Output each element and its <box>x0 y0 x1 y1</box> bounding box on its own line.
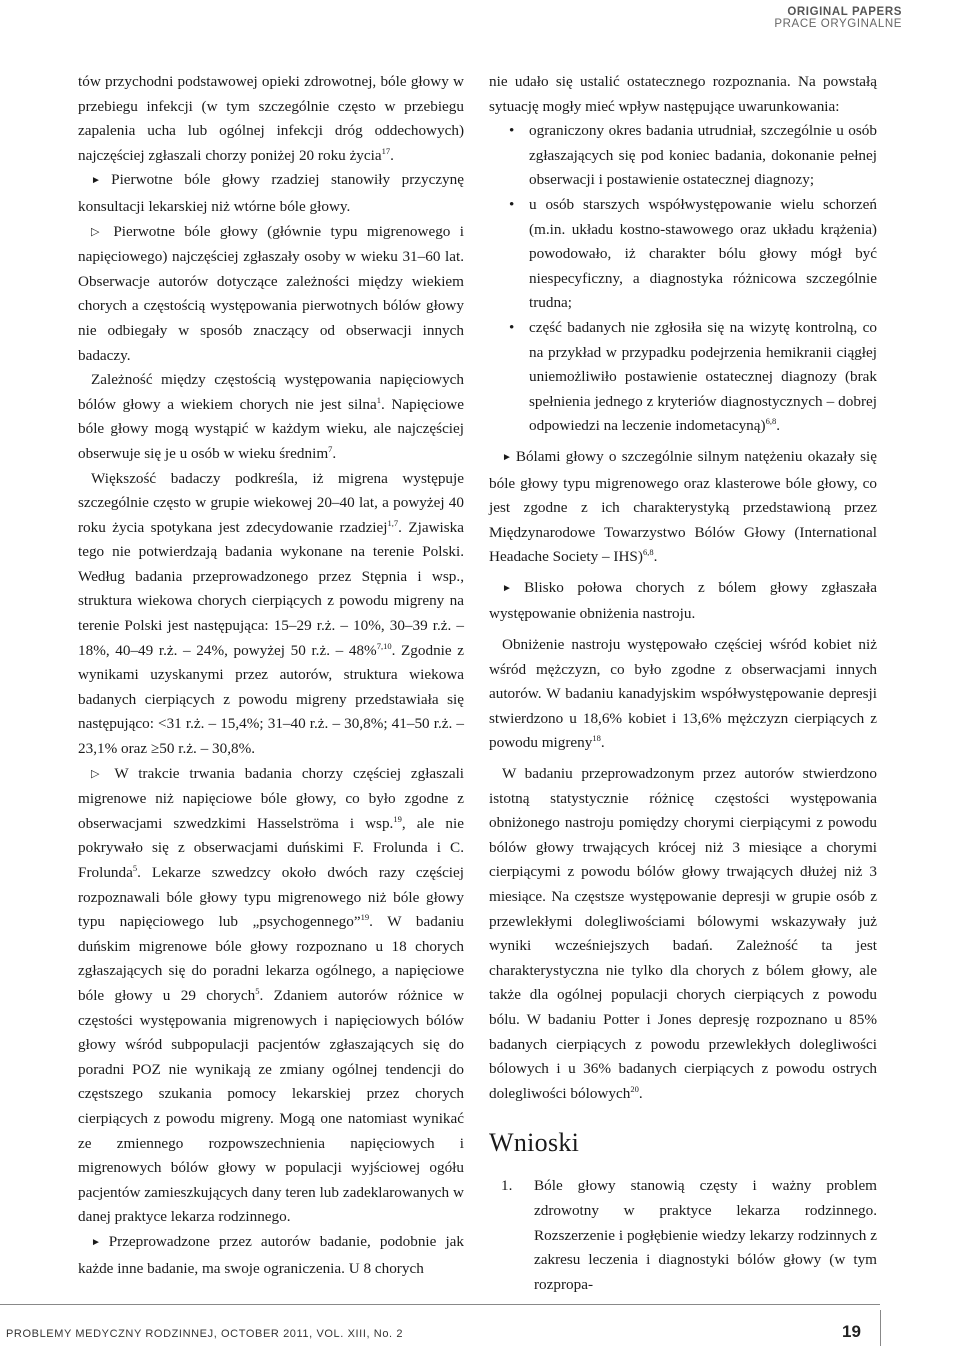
footer-journal-info <box>6 1328 403 1340</box>
limitations-list <box>489 119 877 439</box>
right-paragraph-1: nie udało się ustalić ostatecznego rozpoznania. Na powstałą sytuację mogły mieć wpływ następujące uwarunkowania: <box>489 73 877 115</box>
left-paragraph-3: ▷ Pierwotne bóle głowy (głównie typu migrenowego i napięciowego) najczęściej zgłaszały osoby w wieku 31–60 lat. Obserwacje autorów dotyczące zależności między wiekiem chorych a częstością występowania pierwotnych bólów głowy nie odbiegały w sposób znaczący od obserwacji innych badaczy. <box>78 220 464 369</box>
right-paragraph-5: W badaniu przeprowadzonym przez autorów stwierdzono istotną statystycznie różnicę częstości występowania obniżonego nastroju pomiędzy chorymi cierpiącymi z powodu bólów głowy trwających krócej niż 3 miesiące a chorymi cierpiącymi z powodu bólów głowy trwających dłużej niż 3 miesiące. Na częstsze występowanie depresji w grupie osób z przewlekłymi dolegliwościami bólowymi wskazywały już wyniki wcześniejszych badań. Zależność ta jest charakterystyczna nie tylko dla chorych z bólem głowy, ale także dla ogólnej populacji chorych cierpiących z powodu bólu. W badaniu Potter i Jones depresję rozpoznano u 85% badanych cierpiących z powodu przewlekłych dolegliwości bólowych i u 36% badanych cierpiących z powodu ostrych dolegliwości bólowych$^{20}$. <box>489 765 877 1102</box>
right-paragraph-2: ► Bólami głowy o szczególnie silnym natężeniu okazały się bóle głowy typu migrenowego oraz klasterowe bóle głowy, co jest zgodne z ich charakterystyką przedstawioną przez Międzynarodowe Towarzystwo Bólów Głowy (International Headache Society – IHS)$^{6,8}$. <box>489 445 877 570</box>
list-item: • ograniczony okres badania utrudniał, szczególnie u osób zgłaszających się pod koniec badania, dokonanie pełnej obserwacji i postawienie ostatecznej diagnozy; <box>489 119 877 193</box>
right-column <box>489 70 877 1297</box>
left-paragraph-4: Zależność między częstością występowania napięciowych bólów głowy a wiekiem chorych nie jest silna$^1$. Napięciowe bóle głowy mogą wystąpić w każdym wieku, ale najczęściej obserwuje się je u osób w wieku średnim$^7$. <box>78 371 465 462</box>
page-number: 19 <box>842 1322 861 1341</box>
list-item: 1. Bóle głowy stanowią częsty i ważny problem zdrowotny w praktyce lekarza rodzinnego. Rozszerzenie i pogłębienie wiedzy lekarzy rodzinnych z zakresu leczenia i diagnostyki bólów głowy (w tym rozpropa- <box>501 1177 877 1293</box>
left-paragraph-7: ► Przeprowadzone przez autorów badanie, podobnie jak każde inne badanie, ma swoje ograniczenia. U 8 chorych <box>78 1230 464 1281</box>
running-header <box>774 6 902 30</box>
left-paragraph-5: Większość badaczy podkreśla, iż migrena występuje szczególnie często w grupie wiekowej 20–40 lat, a powyżej 40 roku życia spotykana jest zdecydowanie rzadziej$^{1,7}$. Zjawiska tego nie potwierdzają badania wykonane na terenie Polski. Według badania przeprowadzonego przez Stępnia i wsp., struktura wiekowa chorych cierpiących z powodu migreny na terenie Polski jest następująca: 15–29 r.ż. – 10%, 30–39 r.ż. – 18%, 40–49 r.ż. – 24%, powyżej 50 r.ż. – 48%$^{7,10}$. Zgodnie z wynikami uzyskanymi przez autorów, struktura wiekowa badanych cierpiących z powodu migreny przedstawiała się następująco: <31 r.ż. – 15,4%; 31–40 r.ż. – 30,8%; 41–50 r.ż. – 23,1% oraz ≥50 r.ż. – 30,8%. <box>78 469 464 758</box>
section-heading-wnioski: Wnioski <box>489 1128 580 1158</box>
left-column <box>78 70 464 1281</box>
right-paragraph-3: ► Blisko połowa chorych z bólem głowy zgłaszała występowanie obniżenia nastroju. <box>489 576 877 627</box>
header-prace-oryginalne: PRACE ORYGINALNE <box>774 18 902 30</box>
journal-issue: , OCTOBER 2011, VOL. XIII, No. 2 <box>213 1328 404 1340</box>
header-original-papers: ORIGINAL PAPERS <box>787 6 902 18</box>
list-item: • część badanych nie zgłosiła się na wizytę kontrolną, co na przykład w przypadku podejrzenia hemikranii ciągłej uniemożliwiło postawienie ostatecznej diagnozy (brak spełnienia jednego z kryteriów diagnostycznych – dobrej odpowiedzi na leczenie indometacyną)$^{6,8}$. <box>489 316 877 439</box>
left-paragraph-2: ► Pierwotne bóle głowy rzadziej stanowiły przyczynę konsultacji lekarskiej niż wtórne bóle głowy. <box>78 168 464 219</box>
list-item: • u osób starszych współwystępowanie wielu schorzeń (m.in. układu kostno-stawowego oraz układu krążenia) powodowało, iż charakter bólu głowy mógł być niespecyficzny, a diagnostyka różnicowa szczególnie trudna; <box>489 193 877 316</box>
left-paragraph-6: ▷ W trakcie trwania badania chorzy częściej zgłaszali migrenowe niż napięciowe bóle głowy, co było zgodne z obserwacjami szwedzkimi Hasselströma i wsp.$^{19}$, ale nie pokrywało się z obserwacjami duńskimi F. Frolunda i C. Frolunda$^5$. Lekarze szwedzcy około dwóch razy częściej rozpoznawali bóle głowy typu migrenowego niż bóle głowy typu napięciowego lub „psychogennego”$^{19}$. W badaniu duńskim migrenowe bóle głowy rozpoznano u 18 chorych zgłaszających się do poradni lekarza ogólnego, a napięciowe bóle głowy u 29 chorych$^5$. Zdaniem autorów różnice w częstości występowania migrenowych i napięciowych bólów głowy wśród subpopulacji pacjentów zgłaszających się do poradni POZ nie wynikają ze zmiany ogólnej tendencji do częstszego szukania pomocy lekarskiej przez chorych cierpiących z powodu migreny. Mogą one natomiast wynikać ze zmiennego rozpowszechnienia napięciowych i migrenowych bólów głowy w populacji wyjściowej ogółu pacjentów zamieszkujących dany teren lub zadeklarowanych w danej praktyce lekarza rodzinnego. <box>78 762 464 1230</box>
left-paragraph-1: tów przychodni podstawowej opieki zdrowotnej, bóle głowy w przebiegu infekcji (w tym szczególnie często w przebiegu zapalenia ucha lub ogólnej infekcji dróg oddechowych) najczęściej zgłaszali chorzy poniżej 20 roku życia$^{17}$. <box>78 73 464 164</box>
conclusions-list <box>489 1174 877 1297</box>
right-paragraph-4: Obniżenie nastroju występowało częściej wśród kobiet niż wśród mężczyzn, co było zgodne z obserwacjami innych autorów. W badaniu kanadyjskim współwystępowanie depresji stwierdzono u 18,6% kobiet i 13,6% mężczyzn cierpiących z powodu migreny$^{18}$. <box>489 636 877 752</box>
footer-divider <box>0 1304 880 1305</box>
footer-vertical-divider <box>880 1310 881 1346</box>
journal-name: PROBLEMY MEDYCZNY RODZINNEJ <box>6 1328 214 1340</box>
